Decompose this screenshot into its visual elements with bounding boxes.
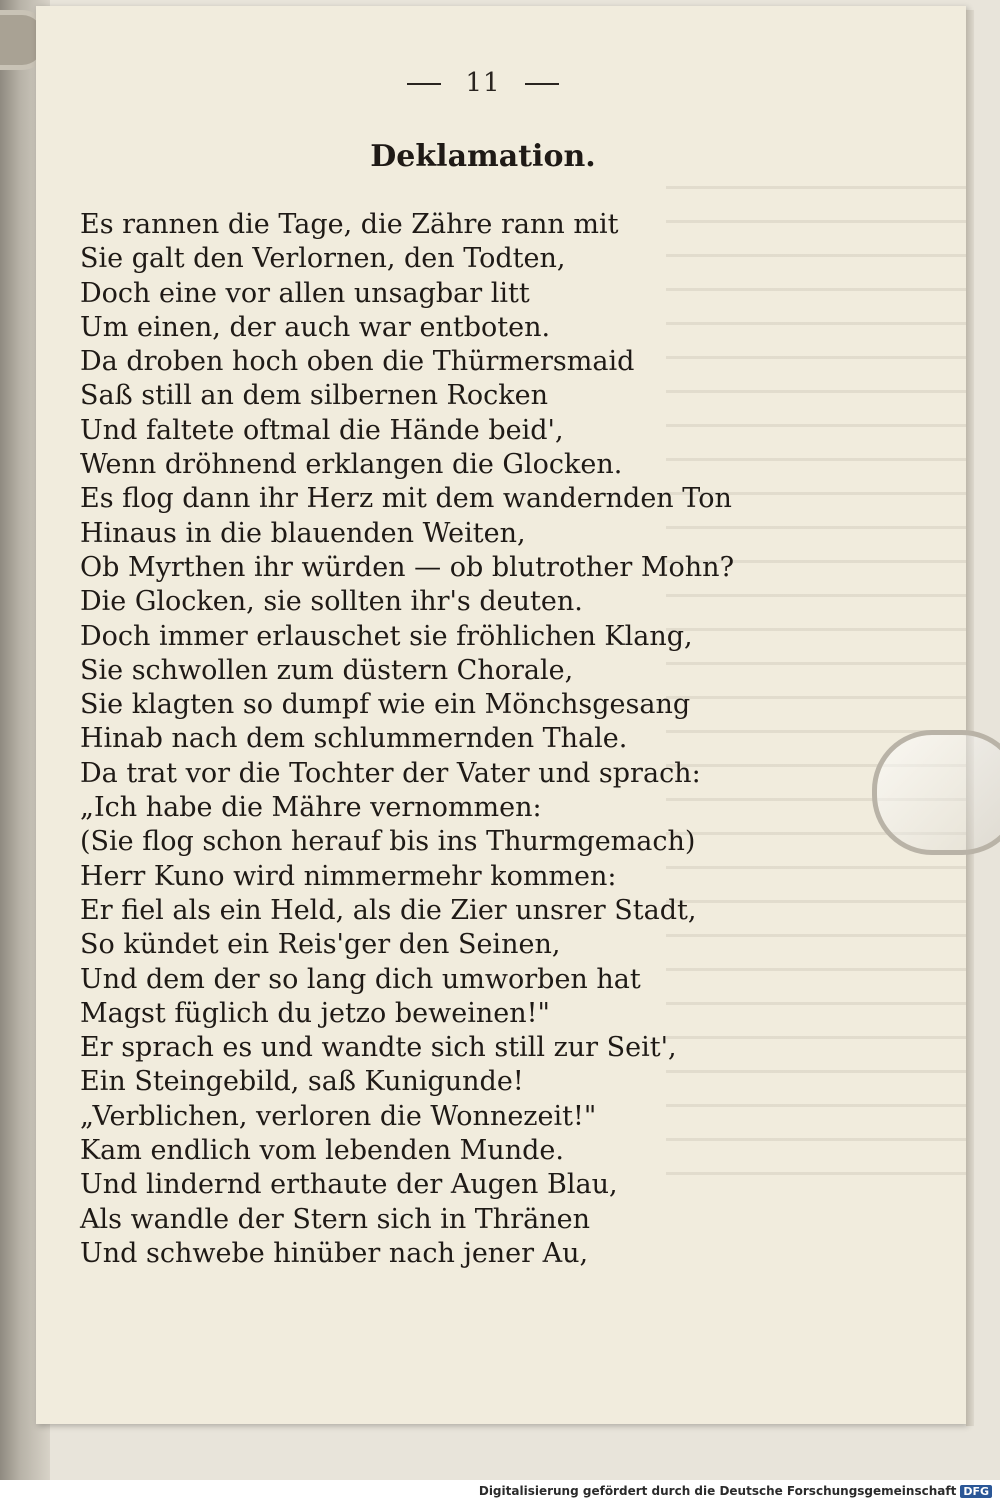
poem-line: Kam endlich vom lebenden Munde.: [80, 1135, 564, 1167]
page-weight-lens: [872, 730, 1000, 855]
poem-line: Um einen, der auch war entboten.: [80, 311, 551, 343]
poem-line: Wenn dröhnend erklangen die Glocken.: [80, 449, 623, 481]
poem-line: Und lindernd erthaute der Augen Blau,: [80, 1169, 618, 1201]
footer-bar: [0, 1480, 1000, 1505]
poem-line: Die Glocken, sie sollten ihr's deuten.: [80, 586, 583, 618]
poem-line: Doch eine vor allen unsagbar litt: [80, 277, 530, 309]
poem-line: Als wandle der Stern sich in Thränen: [80, 1203, 590, 1235]
poem-line: Ob Myrthen ihr würden — ob blutrother Mohn?: [80, 551, 735, 583]
page-number: [0, 68, 966, 98]
funding-credit: [479, 1484, 992, 1498]
poem-line: Er sprach es und wandte sich still zur Seit',: [80, 1032, 677, 1064]
dfg-logo: DFG: [960, 1485, 992, 1498]
poem-line: Ein Steingebild, saß Kunigunde!: [80, 1066, 524, 1098]
poem-line: Hinab nach dem schlummernden Thale.: [80, 723, 628, 755]
poem-line: Sie schwollen zum düstern Chorale,: [80, 654, 574, 686]
poem-title: Deklamation.: [370, 139, 596, 174]
dash-left: [407, 83, 441, 85]
poem-line: Und faltete oftmal die Hände beid',: [80, 414, 564, 446]
poem-line: Und dem der so lang dich umworben hat: [80, 963, 641, 995]
poem-line: Es flog dann ihr Herz mit dem wandernden Ton: [80, 483, 732, 515]
poem-line: Herr Kuno wird nimmermehr kommen:: [80, 860, 617, 892]
poem-line: Doch immer erlauschet sie fröhlichen Klang,: [80, 620, 693, 652]
poem-line: Saß still an dem silbernen Rocken: [80, 380, 548, 412]
poem-line: „Verblichen, verloren die Wonnezeit!": [80, 1100, 597, 1132]
poem-line: So kündet ein Reis'ger den Seinen,: [80, 929, 561, 961]
poem-line: Da droben hoch oben die Thürmersmaid: [80, 346, 635, 378]
poem-line: „Ich habe die Mähre vernommen:: [80, 792, 542, 824]
poem-line: (Sie flog schon herauf bis ins Thurmgemach): [80, 826, 696, 858]
page-edge-shadow: [966, 10, 974, 1426]
dash-right: [525, 83, 559, 85]
poem-line: Er fiel als ein Held, als die Zier unsrer Stadt,: [80, 894, 697, 926]
poem-line: Es rannen die Tage, die Zähre rann mit: [80, 209, 619, 240]
poem-line: Sie galt den Verlornen, den Todten,: [80, 243, 566, 275]
funding-credit-text: Digitalisierung gefördert durch die Deutsche Forschungsgemeinschaft: [478, 1484, 957, 1498]
poem-line: Da trat vor die Tochter der Vater und sprach:: [80, 757, 701, 789]
page-number-value: 11: [465, 68, 501, 98]
poem-line: Hinaus in die blauenden Weiten,: [80, 517, 526, 549]
poem-line: Sie klagten so dumpf wie ein Mönchsgesang: [80, 689, 691, 721]
poem-body: [80, 208, 910, 1271]
poem-line: Und schwebe hinüber nach jener Au,: [80, 1237, 589, 1269]
poem-line: Magst füglich du jetzo beweinen!": [80, 997, 550, 1029]
